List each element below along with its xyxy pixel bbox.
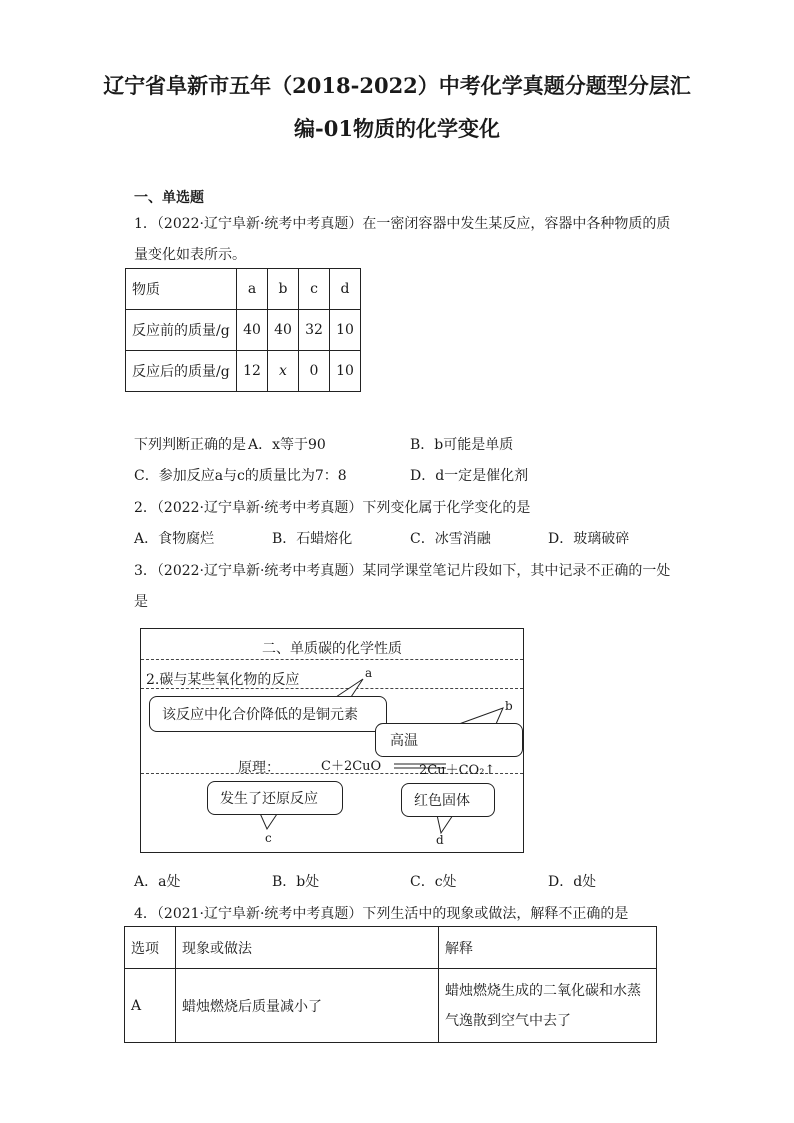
q3-option-d[interactable]: D．d处: [548, 874, 597, 890]
table-row: [125, 927, 657, 969]
label-b: b: [505, 699, 513, 713]
q1-option-d[interactable]: D．d一定是催化剂: [410, 468, 529, 484]
q1-lead: 下列判断正确的是: [134, 437, 246, 453]
label-c: c: [265, 831, 272, 845]
document-title-line2: 编-01物质的化学变化: [294, 116, 500, 141]
bubble-c: [207, 781, 343, 815]
table-cell: 0: [299, 351, 330, 392]
table-cell: 反应前的质量/g: [126, 310, 237, 351]
explain-line1: 蜡烛燃烧生成的二氧化碳和水蒸: [445, 982, 641, 999]
bubble-d-text: 红色固体: [414, 793, 470, 809]
q4-stem: 4．（2021·辽宁阜新·统考中考真题）下列生活中的现象或做法，解释不正确的是: [134, 906, 629, 922]
bubble-a-text: 该反应中化合价降低的是铜元素: [162, 707, 358, 723]
table-cell: 物质: [126, 269, 237, 310]
q1-mass-table: [125, 268, 361, 392]
section-heading: 一、单选题: [134, 190, 204, 206]
table-cell: 40: [268, 310, 299, 351]
q2-option-d[interactable]: D．玻璃破碎: [548, 531, 630, 547]
q2-stem: 2．（2022·辽宁阜新·统考中考真题）下列变化属于化学变化的是: [134, 500, 531, 516]
equation-right: 2Cu＋CO₂↑: [419, 763, 496, 778]
q3-stem-line2: 是: [134, 594, 148, 610]
q3-note-figure: [140, 628, 524, 853]
table-cell: A: [125, 969, 176, 1043]
label-a: a: [365, 666, 373, 680]
q1-stem-line1: 1．（2022·辽宁阜新·统考中考真题）在一密闭容器中发生某反应，容器中各种物质的质: [134, 216, 671, 232]
q3-stem-line1: 3．（2022·辽宁阜新·统考中考真题）某同学课堂笔记片段如下，其中记录不正确的一处: [134, 563, 671, 579]
table-row: [125, 969, 657, 1043]
q4-table: [124, 926, 657, 1043]
table-cell: 反应后的质量/g: [126, 351, 237, 392]
bubble-c-text: 发生了还原反应: [220, 791, 318, 807]
note-subheading: 2.碳与某些氧化物的反应: [146, 672, 300, 688]
equation-left: C＋2CuO: [321, 759, 382, 774]
q2-option-b[interactable]: B．石蜡熔化: [272, 531, 353, 547]
q1-option-b[interactable]: B．b可能是单质: [410, 437, 514, 453]
table-row: [126, 269, 361, 310]
table-header-cell: 解释: [439, 927, 657, 969]
table-cell: b: [268, 269, 299, 310]
table-cell: d: [330, 269, 361, 310]
table-cell: 10: [330, 310, 361, 351]
document-title-line1: 辽宁省阜新市五年（2018-2022）中考化学真题分题型分层汇: [103, 73, 691, 98]
q1-option-a[interactable]: A．x等于90: [248, 437, 326, 453]
table-cell: 40: [237, 310, 268, 351]
q3-option-c[interactable]: C．c处: [410, 874, 457, 890]
q3-option-b[interactable]: B．b处: [272, 874, 320, 890]
bubble-b-text: 高温: [390, 733, 418, 749]
table-cell: c: [299, 269, 330, 310]
note-heading: 二、单质碳的化学性质: [262, 641, 402, 657]
table-header-cell: 现象或做法: [176, 927, 439, 969]
table-cell: 12: [237, 351, 268, 392]
bubble-d: [401, 783, 495, 817]
q1-stem-line2: 量变化如表所示。: [134, 247, 246, 263]
table-row: [126, 351, 361, 392]
principle-label: 原理：: [238, 760, 280, 776]
table-cell: 32: [299, 310, 330, 351]
table-header-cell: 选项: [125, 927, 176, 969]
table-cell: 10: [330, 351, 361, 392]
q3-option-a[interactable]: A．a处: [134, 874, 181, 890]
table-row: [126, 310, 361, 351]
table-cell: a: [237, 269, 268, 310]
table-cell: [439, 969, 657, 1043]
bubble-b: [375, 723, 523, 757]
explain-line2: 气逸散到空气中去了: [445, 1012, 571, 1029]
table-cell: 蜡烛燃烧后质量减小了: [176, 969, 439, 1043]
q2-option-c[interactable]: C．冰雪消融: [410, 531, 491, 547]
label-d: d: [436, 833, 444, 847]
bubble-a: [149, 696, 387, 732]
q2-option-a[interactable]: A．食物腐烂: [134, 531, 215, 547]
table-cell: x: [268, 351, 299, 392]
q1-option-c[interactable]: C．参加反应a与c的质量比为7：8: [134, 468, 347, 484]
